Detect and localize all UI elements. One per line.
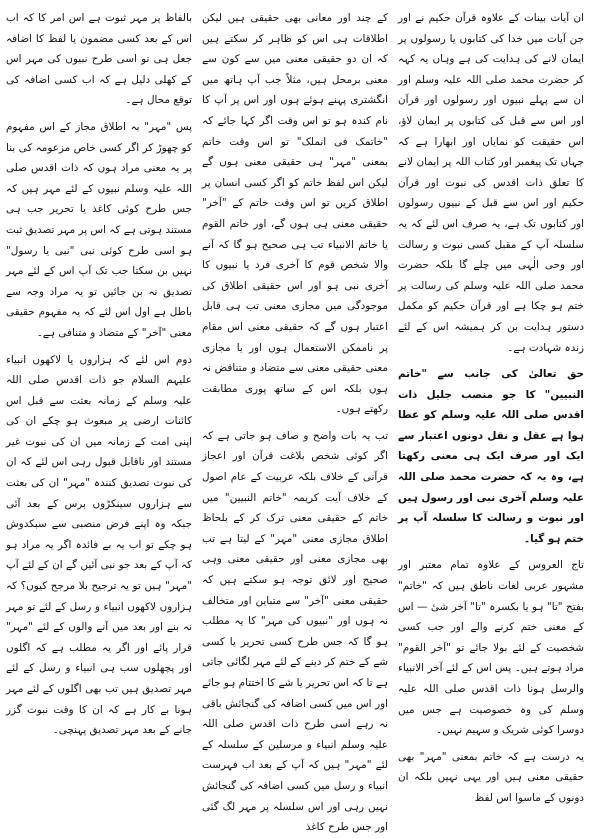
- paragraph: تب یہ بات واضح و صاف ہو جاتی ہے کہ اگر کوئی شخص بلاغت قرآن اور اعجاز قرآنی کے خلاف بلکہ عربیت کے عام اصول کے خلاف آیت کریمہ "خاتم النبیین" میں خاتم کے حقیقی معنی ترک کر کے بلحاظ اطلاق مجازی معنی "مہر" کے لیتا ہے تب بھی مجازی معنی اور حقیقی معنی وہی صحیح اور لائق توجہ ہو سکتے ہیں کہ حقیقی معنی "آخر" سے متباین اور متخالف نہ ہوں اور "نبیوں کی مہر" کا یہ مطلب ہو گا کہ جس طرح کسی تحریر یا کسی شے کے ختم کر دینے کے لئے مہر لگائی جاتی ہے تا کہ اس تحریر یا شے کا اختتام ہو جائے اور اس میں کسی اضافہ کی گنجائش باقی نہ رہے اسی طرح ذات اقدس صلی اللہ علیہ وسلم انبیاء و مرسلین کے سلسلہ کے لئے "مہر" ہیں کہ آپ کے بعد اب فہرست انبیاء و رسل میں کسی اضافہ کی گنجائش نہیں رہی اور اس سلسلہ پر مہر لگ گئی اور جس طرح کاغذ: [202, 429, 388, 834]
- text-column-middle: [202, 8, 388, 834]
- paragraph: ان آیات بینات کے علاوہ قرآن حکیم نے اور جن آیات میں خدا کی کتابوں یا رسولوں پر ایمان لانے کی ہدایت کی ہے وہاں یہ کہہ کر حضرت محمد صلی اللہ علیہ وسلم اور ان سے پہلے نبیوں اور رسولوں اور قرآن اور اس سے قبل کی کتابوں پر ایمان لاؤ، اس حقیقت کو نمایاں اور ابھارا ہے کہ جہاں تک پیغمبر اور کتاب اللہ پر ایمان لانے کا تعلق ذات اقدس کی نبوت اور قرآن حکیم اور اس سے قبل کے نبیوں رسولوں اور کتابوں تک ہے، یہ صرف اس لئے کہ یہ سلسلہ آپ کے مقبل کسی نبوت و رسالت اور وحی الٰہی میں چلے گا بلکہ حضرت محمد صلی اللہ علیہ وسلم کی رسالت پر ختم ہو چکا ہے اور قرآن حکیم کو مکمل دستور ہدایت بن کر ہمیشہ اس کے لئے زندہ شہادت ہے۔: [398, 12, 584, 354]
- paragraph: یہ درست ہے کہ خاتم بمعنی "مہر" بھی حقیقی معنی ہیں اور یہی نہیں بلکہ ان دونوں کے ماسوا اس لفظ: [398, 750, 584, 804]
- text-column-right: [398, 8, 584, 804]
- paragraph: بالفاظ پر مہر ثبوت ہے اس امر کا کہ اب اس کے بعد کسی مضمون یا لفظ کا اضافہ جعل ہی تو اسی طرح نبیوں کی مہر اس کے کھلی دلیل ہے کہ اب کسی اضافہ کی توقع محال ہے۔: [6, 12, 192, 107]
- text-column-left: [6, 8, 192, 780]
- paragraph: دوم اس لئے کہ ہزاروں یا لاکھوں انبیاء علیہم السلام جو ذات اقدس صلی اللہ علیہ وسلم کے زمانہ بعثت سے قبل اس کائنات ارضی پر مبعوث ہو چکے ان کی اپنی امت کے زمانہ میں ان کی نبوت غیر مستند اور ناقابل قبول رہی اس لئے کہ ان کی نبوت تصدیق کنندہ "مہر" ان کی بعثت سے ہزاروں سینکڑوں برس کے بعد آئی جبکہ وہ اپنے فرض منصبی سے سبکدوش ہو چکے تو اب یہ بے فائدہ اگر یہ مراد ہو کہ آپ کے بعد جو نبی آئیں گے ان کے لئے آپ "مہر" ہیں تو یہ ترجیح بلا مرجح کیوں؟ کہ ہزاروں لاکھوں انبیاء و رسل کے لئے تو مہر نہ بنے اور بعد میں آنے والوں کے لئے "مہر" قرار پائے اور اگر یہ مطلب ہے کہ اگلوں اور پچھلوں سب ہی انبیاء و رسل کے لئے مہر تصدیق ہیں تب بھی اگلوں کے لئے مہر ہونا بے کار ہے کہ ان کا وقت نبوت گزر جانے کے بعد مہر تصدیق پہنچی۔: [6, 353, 192, 737]
- paragraph: کے چند اور معانی بھی حقیقی ہیں لیکن اطلاقات ہی اس کو ظاہر کر سکتے ہیں کہ ان دو حقیقی معنی میں سے کون سے معنی برمحل ہیں، مثلاً جب آپ ہاتھ میں انگشتری پہنے ہوئے ہوں اور اس پر آپ کا نام کندہ ہو تو اس وقت اگر کہا جائے کہ "خاتمک فی انملک" تو اس وقت خاتم بمعنی "مہر" ہی حقیقی معنی ہوں گے لیکن اس لفظ خاتم کو اگر کسی انسان پر اطلاق کریں تو اس وقت خاتم کے "آخر" حقیقی معنی ہی ہوں گے، اور خاتم القوم یا خاتم الانبیاء تب ہی صحیح ہو گا کہ آنے والا شخص قوم کا آخری فرد یا نبیوں کا آخری نبی ہو اور اس حقیقی اطلاق کی موجودگی میں مجازی معنی تب ہی قابل اعتبار ہوں گے کہ حقیقی معنی اس مقام پر ناممکن الاستعمال ہوں اور یا مجازی معنی حقیقی معنی سے متضاد و متناقض نہ ہوں بلکہ اس کے ساتھ پوری مطابقت رکھتے ہوں۔: [202, 12, 388, 416]
- paragraph: تاج العروس کے علاوہ تمام معتبر اور مشہور عربی لغات ناطق ہیں کہ "خاتم" بفتح "تا" ہو یا بکسرہ "تا" آخر شیٔ — اس کے معنی ختم کرنے والے اور جب کسی شخصیت کے لئے بولا جائے تو "آخر القوم" مراد ہوتے ہیں۔ پس اس کے لئے آخر الانبیاء والرسل ہونا ذات اقدس صلی اللہ علیہ وسلم کی وہ خصوصیت ہے جس میں دوسرا کوئی شریک و سہیم نہیں۔: [398, 559, 584, 737]
- magazine-page: [6, 8, 584, 834]
- paragraph: پس "مہر" بہ اطلاق مجاز کے اس مفہوم کو چھوڑ کر اگر کسی خاص مزعومہ کی بنا پر یہ معنی مراد ہوں کہ ذات اقدس صلی اللہ علیہ وسلم نبیوں کے لئے مہر ہیں کہ جس طرح کوئی کاغذ یا تحریر جب ہی مستند ہوتی ہے کہ اس پر مہر تصدیق ثبت ہو اسی طرح کوئی نبی "نبی یا رسول" نہیں بن سکتا جب تک آپ اس کے لئے مہر تصدیق نہ بن جائیں تو یہ مراد وجہ سے باطل ہے اول اس لئے کہ یہ مفہوم حقیقی معنی "آخر" کے متضاد و متنافی ہے۔: [6, 120, 192, 339]
- paragraph: حق تعالیٰ کی جانب سے "خاتم النبیین" کا جو منصب جلیل ذات اقدس صلی اللہ علیہ وسلم کو عطا ہوا ہے عقل و نقل دونوں اعتبار سے ایک اور صرف ایک ہی معنی رکھتا ہے، وہ یہ کہ حضرت محمد صلی اللہ علیہ وسلم آخری نبی اور رسول ہیں اور نبوت و رسالت کا سلسلہ آپ پر ختم ہو گیا۔: [398, 368, 584, 545]
